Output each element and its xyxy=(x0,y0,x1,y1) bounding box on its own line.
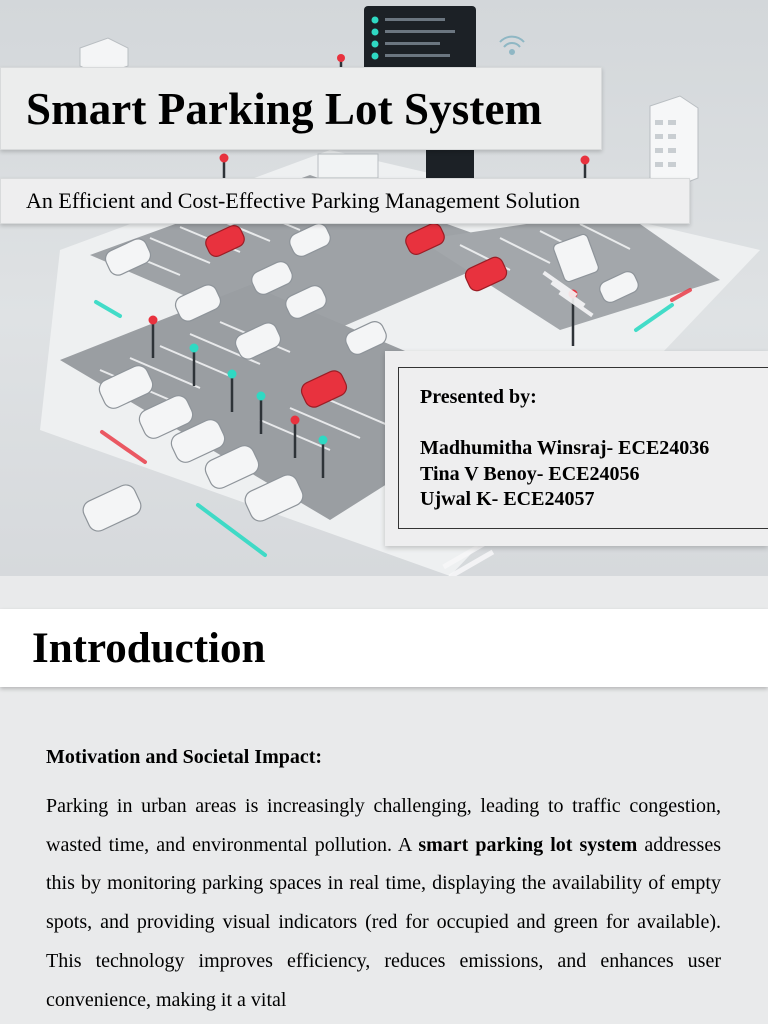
introduction-paragraph xyxy=(46,787,721,1019)
subtitle-banner xyxy=(0,178,690,224)
introduction-content xyxy=(46,744,721,1019)
paragraph-emphasis: smart parking lot system xyxy=(418,833,638,856)
presenters-card xyxy=(385,351,768,546)
presenter-name: Tina V Benoy- ECE24056 xyxy=(420,462,640,485)
presenters-frame xyxy=(398,367,768,529)
paragraph-text: addresses this by monitoring parking spaces in real time, displaying the availability of empty spots, and providing visual indicators (red for occupied and green for available). This technology improves efficiency, reduces emissions, and enhances user convenience, making it a vital xyxy=(46,833,722,1011)
paragraph-text: Parking in urban areas is increasingly challenging, leading to traffic congestion, wasted time, and environmental pollution. A xyxy=(46,795,721,856)
presenter-name: Ujwal K- ECE24057 xyxy=(420,488,595,510)
section-heading: Introduction xyxy=(32,624,266,672)
presenter-name: Madhumitha Winsraj- ECE24036 xyxy=(420,437,710,459)
introduction-header xyxy=(0,609,768,687)
title-banner xyxy=(0,67,602,150)
section-subheading: Motivation and Societal Impact: xyxy=(46,746,323,768)
presenters-label: Presented by: xyxy=(420,386,537,408)
page-title: Smart Parking Lot System xyxy=(26,83,543,134)
page-subtitle: An Efficient and Cost-Effective Parking Management Solution xyxy=(26,188,580,213)
wifi-icon xyxy=(500,37,524,54)
